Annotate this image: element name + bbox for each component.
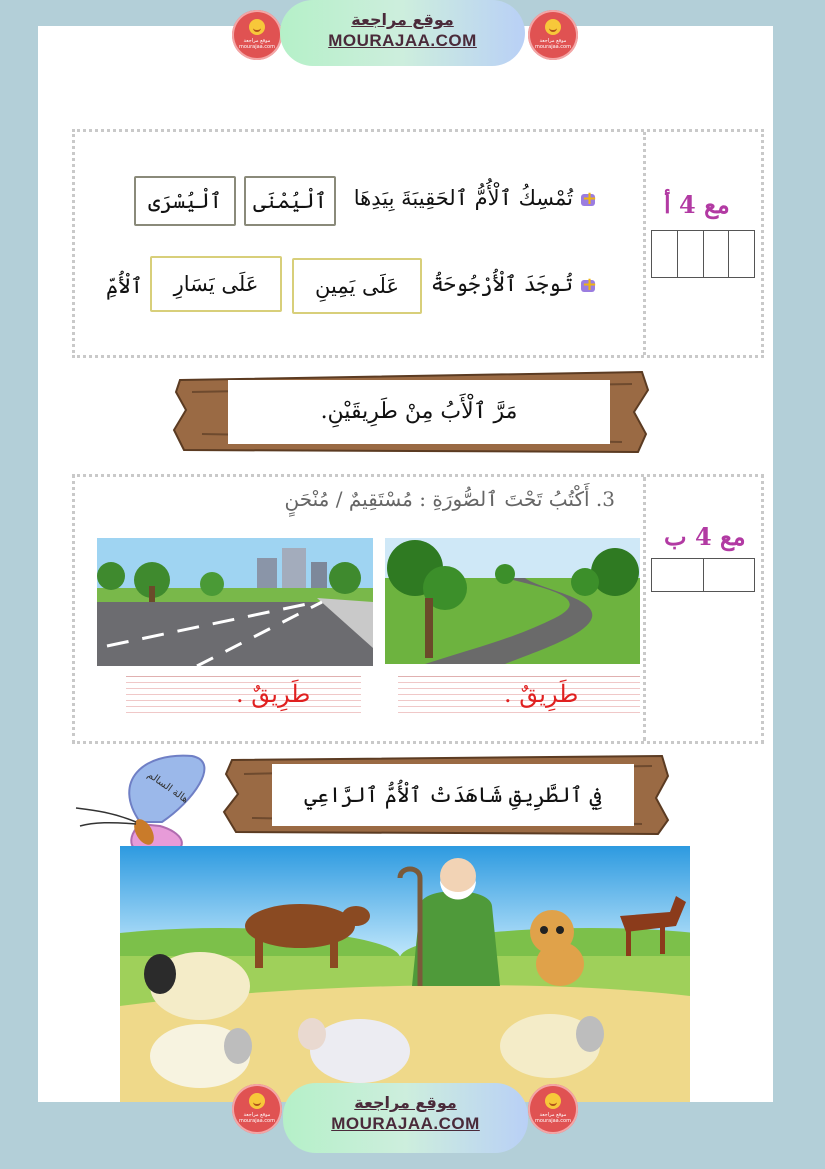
banner-mother-shepherd-text: فِي ٱلطَّرِيقِ شَاهَدَتْ ٱلْأُمُّ ٱلرَّاعِي — [272, 764, 634, 826]
banner-mother-shepherd — [222, 754, 670, 836]
answer-left: طَرِيقٌ . — [236, 680, 311, 708]
exercise-b-code: مع 4 ب — [664, 522, 746, 551]
exercise-a-line1: +تُمْسِكُ ٱلْأُمُّ ٱلحَقِيبَةَ بِيَدِهَا — [354, 186, 597, 210]
butterfly-label: هالة السالم — [145, 769, 191, 806]
butterfly-icon — [72, 752, 222, 860]
straight-road-image — [97, 538, 373, 666]
site-badge-header[interactable] — [280, 0, 525, 66]
curved-road-image — [385, 538, 640, 664]
exercise-a-line2-end: ٱلْأُمِّ — [106, 274, 143, 298]
site-name-arabic-footer[interactable]: موقع مراجعة — [354, 1093, 457, 1112]
exercise-a-code: مع 4 أ — [664, 190, 730, 219]
site-logo-left[interactable]: موقع مراجعة mourajaa.com — [232, 10, 282, 60]
site-name-arabic[interactable]: موقع مراجعة — [351, 10, 454, 29]
exercise-b-divider — [643, 477, 646, 741]
site-badge-footer[interactable] — [283, 1083, 528, 1153]
exercise-a-line2: +تُوجَدَ ٱلْأُرْجُوحَةُ — [431, 272, 597, 296]
bullet-icon — [579, 277, 597, 295]
shepherd-farm-image — [120, 846, 690, 1102]
choice-left-of[interactable]: عَلَى يَسَارِ — [150, 256, 282, 312]
banner-father-roads — [172, 370, 650, 454]
exercise-a-divider — [643, 132, 646, 355]
banner-father-roads-text: مَرَّ ٱلْأَبُ مِنْ طَرِيقَيْنِ. — [228, 380, 610, 444]
choice-left-hand[interactable]: ٱلْيُسْرَى — [134, 176, 236, 226]
choice-right-hand[interactable]: ٱلْيُمْنَى — [244, 176, 336, 226]
site-name-latin[interactable]: MOURAJAA.COM — [328, 31, 477, 50]
site-name-latin-footer[interactable]: MOURAJAA.COM — [331, 1114, 480, 1133]
bullet-icon — [579, 191, 597, 209]
exercise-b-instruction: 3. أَكْتُبُ تَحْتَ ٱلصُّورَةِ : مُسْتَقِيمٌ / مُنْحَنٍ — [284, 487, 615, 511]
exercise-b-score-grid — [651, 558, 755, 592]
site-logo-right[interactable]: موقع مراجعة mourajaa.com — [528, 10, 578, 60]
exercise-a-score-grid — [651, 230, 755, 278]
site-logo-footer-left[interactable]: موقع مراجعة mourajaa.com — [232, 1084, 282, 1134]
site-logo-footer-right[interactable]: موقع مراجعة mourajaa.com — [528, 1084, 578, 1134]
answer-right: طَرِيقٌ . — [504, 680, 579, 708]
choice-right-of[interactable]: عَلَى يَمِينِ — [292, 258, 422, 314]
